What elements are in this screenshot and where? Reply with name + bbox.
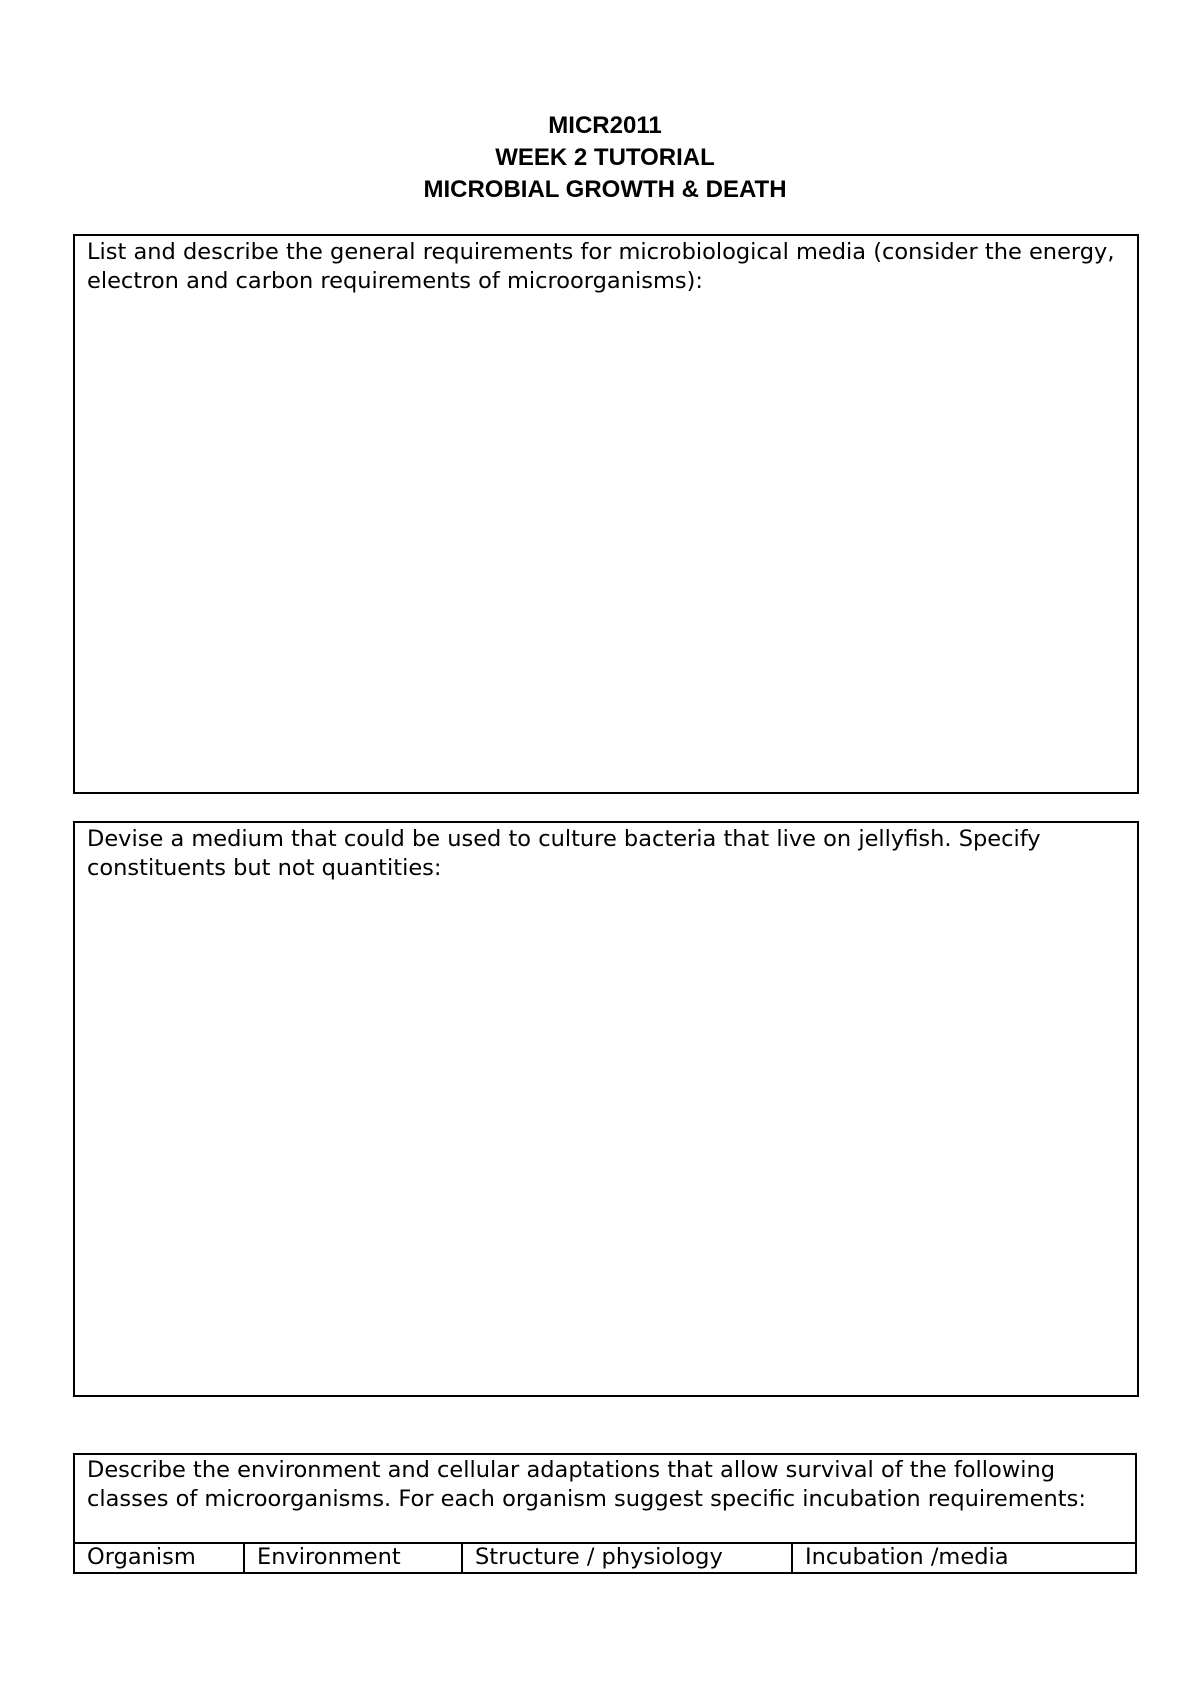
table-header-row bbox=[75, 1544, 1135, 1572]
course-code: MICR2011 bbox=[548, 112, 662, 139]
tutorial-title: WEEK 2 TUTORIAL bbox=[495, 144, 715, 171]
question-prompt: List and describe the general requirements for microbiological media (consider the energy, electron and carbon requirements of microorganisms): bbox=[87, 239, 1115, 294]
question-box-jellyfish-medium[interactable] bbox=[73, 821, 1139, 1397]
column-header-organism: Organism bbox=[75, 1544, 245, 1572]
table-prompt: Describe the environment and cellular adaptations that allow survival of the following classes of microorganisms. For each organism suggest specific incubation requirements: bbox=[75, 1455, 1135, 1544]
column-header-environment: Environment bbox=[245, 1544, 463, 1572]
question-prompt: Devise a medium that could be used to culture bacteria that live on jellyfish. Specify constituents but not quantities: bbox=[87, 826, 1041, 881]
column-header-incubation-media: Incubation /media bbox=[805, 1544, 1009, 1570]
column-header-structure-physiology: Structure / physiology bbox=[463, 1544, 793, 1572]
document-header bbox=[0, 110, 1200, 206]
organism-table bbox=[73, 1453, 1137, 1574]
question-box-media-requirements[interactable] bbox=[73, 234, 1139, 794]
topic-title: MICROBIAL GROWTH & DEATH bbox=[423, 176, 787, 203]
